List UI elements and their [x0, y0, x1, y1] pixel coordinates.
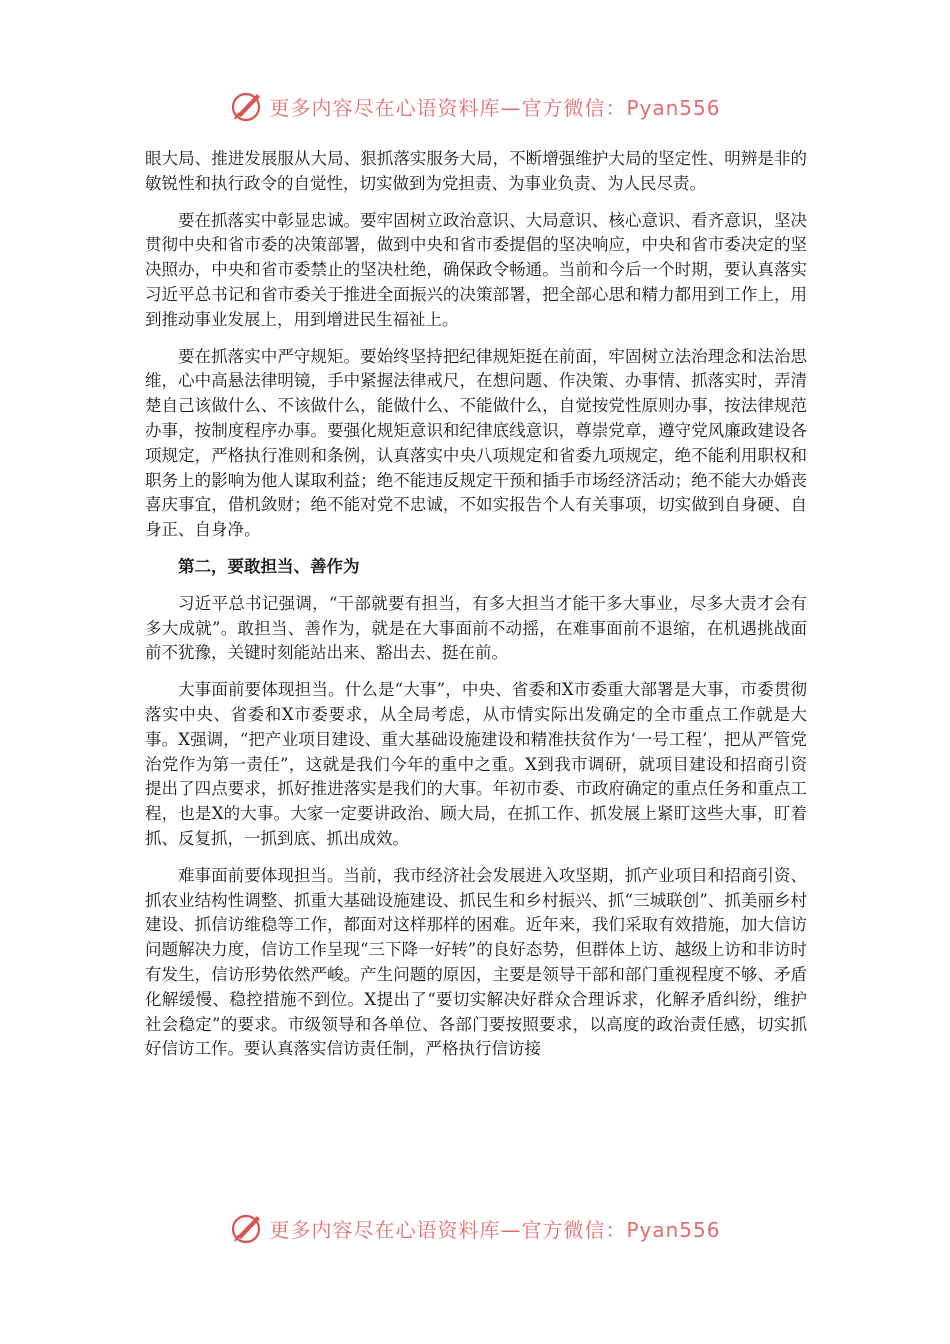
paragraph: 难事面前要体现担当。当前，我市经济社会发展进入攻坚期，抓产业项目和招商引资、抓农业结构性调整、抓重大基础设施建设、抓民生和乡村振兴、抓“三城联创”、抓美丽乡村建设、抓信访维稳等工作，都面对这样那样的困难。近年来，我们采取有效措施，加大信访问题解决力度，信访工作呈现“三下降一好转”的良好态势，但群体上访、越级上访和非访时有发生，信访形势依然严峻。产生问题的原因，主要是领导干部和部门重视程度不够、矛盾化解缓慢、稳控措施不到位。X提出了“要切实解决好群众合理诉求，化解矛盾纠纷，维护社会稳定”的要求。市级领导和各单位、各部门要按照要求，以高度的政治责任感，切实抓好信访工作。要认真落实信访责任制，严格执行信访接 [145, 865, 807, 1059]
paragraph: 要在抓落实中彰显忠诚。要牢固树立政治意识、大局意识、核心意识、看齐意识，坚决贯彻中央和省市委的决策部署，做到中央和省市委提倡的坚决响应，中央和省市委决定的坚决照办，中央和省市委禁止的坚决杜绝，确保政令畅通。当前和今后一个时期，要认真落实习近平总书记和省市委关于推进全面振兴的决策部署，把全部心思和精力都用到工作上，用到推动事业发展上，用到增进民生福祉上。 [145, 210, 807, 329]
quill-logo-icon [229, 88, 265, 124]
paragraph: 要在抓落实中严守规矩。要始终坚持把纪律规矩挺在前面，牢固树立法治理念和法治思维，心中高悬法律明镜，手中紧握法律戒尺，在想问题、作决策、办事情、抓落实时，弄清楚自己该做什么、不该做什么，能做什么、不能做什么，自觉按党性原则办事，按法律规范办事，按制度程序办事。要强化规矩意识和纪律底线意识，尊崇党章，遵守党风廉政建设各项规定，严格执行准则和条例，认真落实中央八项规定和省委九项规定，绝不能利用职权和职务上的影响为他人谋取利益；绝不能违反规定干预和插手市场经济活动；绝不能大办婚丧喜庆事宜，借机敛财；绝不能对党不忠诚，不如实报告个人有关事项，切实做到自身硬、自身正、自身净。 [145, 346, 807, 540]
quill-logo-icon [229, 1210, 265, 1246]
watermark-text: 更多内容尽在心语资料库—官方微信：Pyan556 [269, 95, 721, 120]
watermark-text: 更多内容尽在心语资料库—官方微信：Pyan556 [269, 1217, 721, 1242]
header-watermark [0, 86, 950, 126]
paragraph: 大事面前要体现担当。什么是“大事”，中央、省委和X市委重大部署是大事，市委贯彻落实中央、省委和X市委要求，从全局考虑，从市情实际出发确定的全市重点工作就是大事。X强调，“把产业项目建设、重大基础设施建设和精准扶贫作为‘一号工程’，把从严管党治党作为第一责任”，这就是我们今年的重中之重。X到我市调研，就项目建设和招商引资提出了四点要求，抓好推进落实是我们的大事。年初市委、市政府确定的重点任务和重点工程，也是X的大事。大家一定要讲政治、顾大局，在抓工作、抓发展上紧盯这些大事，盯着抓、反复抓，一抓到底、抓出成效。 [145, 680, 807, 848]
paragraph: 习近平总书记强调，“干部就要有担当，有多大担当才能干多大事业，尽多大责才会有多大成就”。敢担当、善作为，就是在大事面前不动摇，在难事面前不退缩，在机遇挑战面前不犹豫，关键时刻能站出来、豁出去、挺在前。 [145, 593, 807, 663]
section-heading: 第二，要敢担当、善作为 [178, 556, 360, 576]
document-body [145, 147, 807, 1074]
paragraph: 眼大局、推进发展服从大局、狠抓落实服务大局，不断增强维护大局的坚定性、明辨是非的敏锐性和执行政令的自觉性，切实做到为党担责、为事业负责、为人民尽责。 [145, 149, 807, 193]
footer-watermark [0, 1208, 950, 1248]
